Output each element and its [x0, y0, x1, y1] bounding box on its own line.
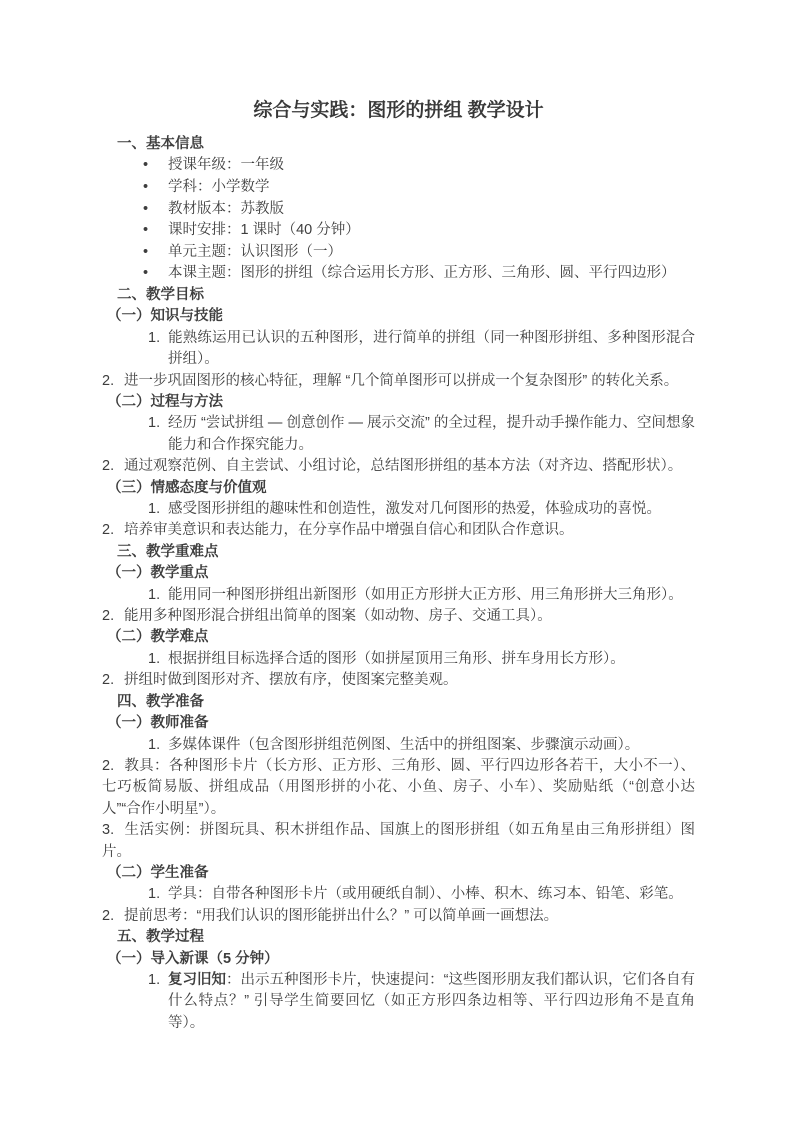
- list-item: [102, 735, 695, 756]
- item-number: 2.: [102, 608, 115, 625]
- item-text: 培养审美意识和表达能力，在分享作品中增强自信心和团队合作意识。: [124, 522, 574, 539]
- item-text: 生活实例：拼图玩具、积木拼组作品、国旗上的图形拼组（如五角星由三角形拼组）图片。: [102, 822, 695, 860]
- list-item: [102, 456, 695, 477]
- bullet-item: [102, 220, 695, 242]
- subsection-heading: （三）情感态度与价值观: [107, 479, 267, 496]
- bullet-marker-icon: •: [143, 157, 149, 174]
- section-heading: 一、基本信息: [117, 136, 204, 152]
- subsection-heading: （一）知识与技能: [107, 308, 223, 325]
- subsection-heading: （二）过程与方法: [107, 394, 223, 410]
- bullet-list: [102, 155, 695, 285]
- bullet-item: [102, 199, 695, 221]
- item-number: 1.: [148, 736, 161, 753]
- bullet-item: [102, 155, 695, 177]
- bullet-text: 教材版本：苏教版: [168, 200, 284, 217]
- item-text: 感受图形拼组的趣味性和创造性，激发对几何图形的热爱，体验成功的喜悦。: [168, 501, 661, 518]
- item-text: 进一步巩固图形的核心特征，理解 “几个简单图形可以拼成一个复杂图形” 的转化关系。: [124, 372, 679, 389]
- list-item: [102, 520, 695, 541]
- list-item: [102, 756, 695, 820]
- item-number: 1.: [148, 971, 161, 988]
- bullet-text: 本课主题：图形的拼组（综合运用长方形、正方形、三角形、圆、平行四边形）: [168, 265, 676, 282]
- list-item: [102, 413, 695, 456]
- bullet-text: 学科：小学数学: [168, 179, 270, 195]
- item-text: 提前思考：“用我们认识的图形能拼出什么？” 可以简单画一画想法。: [124, 907, 559, 924]
- bullet-text: 授课年级：一年级: [168, 157, 284, 174]
- list-item: [102, 820, 695, 863]
- item-number: 2.: [102, 458, 115, 475]
- list-item: [102, 585, 695, 606]
- item-number: 3.: [102, 822, 115, 839]
- item-number: 2.: [102, 907, 115, 924]
- item-text: 拼组时做到图形对齐、摆放有序，使图案完整美观。: [124, 672, 458, 689]
- list-item: [102, 906, 695, 927]
- section-heading: 二、教学目标: [117, 286, 204, 303]
- bullet-marker-icon: •: [143, 222, 149, 239]
- section-heading: 四、教学准备: [117, 693, 204, 710]
- item-number: 1.: [148, 586, 161, 603]
- bullet-marker-icon: •: [143, 243, 149, 260]
- list-item: [102, 884, 695, 905]
- item-number: 1.: [148, 501, 161, 518]
- document-content: [102, 134, 695, 1034]
- item-text: 根据拼组目标选择合适的图形（如拼屋顶用三角形、拼车身用长方形）。: [168, 650, 625, 667]
- bullet-marker-icon: •: [143, 200, 149, 217]
- list-item: [102, 670, 695, 691]
- item-number: 1.: [148, 650, 161, 667]
- item-number: 1.: [148, 415, 161, 432]
- item-text: 经历 “尝试拼组 — 创意创作 — 展示交流” 的全过程，提升动手操作能力、空间想象能力和合作探究能力。: [168, 415, 695, 453]
- item-lead-bold: 复习旧知: [168, 971, 227, 988]
- subsection-heading: （一）教学重点: [107, 565, 209, 582]
- item-number: 2.: [102, 757, 115, 774]
- list-item: [102, 970, 695, 1034]
- list-item: [102, 328, 695, 371]
- item-number: 2.: [102, 372, 115, 389]
- bullet-marker-icon: •: [143, 265, 149, 282]
- subsection-heading: （二）学生准备: [107, 864, 209, 881]
- bullet-text: 单元主题：认识图形（一）: [168, 243, 342, 260]
- item-number: 2.: [102, 672, 115, 689]
- item-text: 学具：自带各种图形卡片（或用硬纸自制）、小棒、积木、练习本、铅笔、彩笔。: [168, 886, 683, 903]
- item-text: 教具：各种图形卡片（长方形、正方形、三角形、圆、平行四边形各若干，大小不一）、七巧板简易版、拼组成品（用图形拼的小花、小鱼、房子、小车）、奖励贴纸（“创意小达人”“合作小明星”）。: [102, 757, 695, 817]
- section-heading: 三、教学重难点: [117, 543, 219, 560]
- bullet-text: 课时安排：1 课时（40 分钟）: [168, 222, 360, 239]
- list-item: [102, 649, 695, 670]
- list-item: [102, 499, 695, 520]
- list-item: [102, 371, 695, 392]
- subsection-heading: （一）导入新课（5 分钟）: [107, 950, 279, 967]
- bullet-item: [102, 263, 695, 285]
- item-number: 1.: [148, 329, 161, 346]
- item-number: 2.: [102, 522, 115, 539]
- item-text: 能用同一种图形拼组出新图形（如用正方形拼大正方形、用三角形拼大三角形）。: [168, 586, 683, 603]
- item-text: 能熟练运用已认识的五种图形，进行简单的拼组（同一种图形拼组、多种图形混合拼组）。: [168, 329, 695, 368]
- item-text: 多媒体课件（包含图形拼组范例图、生活中的拼组图案、步骤演示动画）。: [168, 736, 640, 753]
- item-number: 1.: [148, 886, 161, 903]
- list-item: [102, 606, 695, 627]
- item-text: ：出示五种图形卡片，快速提问：“这些图形朋友我们都认识，它们各自有什么特点？” 引导学生简要回忆（如正方形四条边相等、平行四边形角不是直角等）。: [168, 971, 696, 1031]
- item-text: 能用多种图形混合拼组出简单的图案（如动物、房子、交通工具）。: [124, 608, 552, 625]
- subsection-heading: （一）教师准备: [107, 715, 209, 732]
- page-title: 综合与实践：图形的拼组 教学设计: [253, 100, 544, 121]
- item-text: 通过观察范例、自主尝试、小组讨论，总结图形拼组的基本方法（对齐边、搭配形状）。: [124, 458, 683, 475]
- subsection-heading: （二）教学难点: [107, 629, 209, 646]
- section-heading: 五、教学过程: [117, 929, 204, 946]
- bullet-item: [102, 242, 695, 264]
- bullet-item: [102, 177, 695, 199]
- bullet-marker-icon: •: [143, 179, 149, 195]
